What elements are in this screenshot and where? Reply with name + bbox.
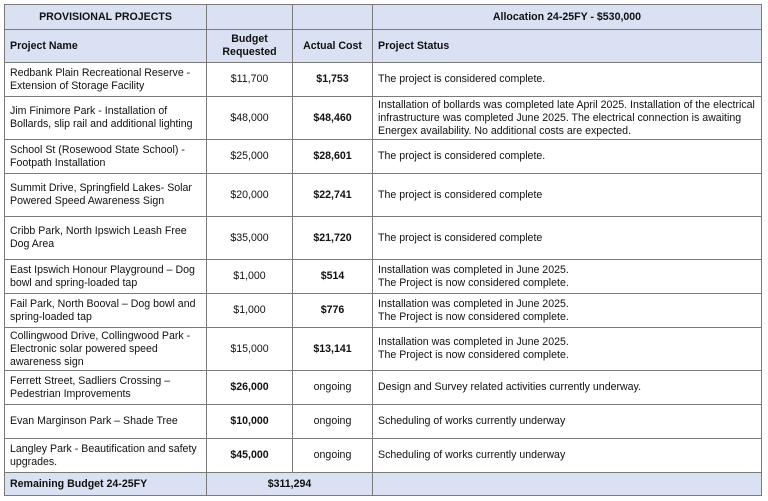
actual-cost-cell: $22,741 xyxy=(293,174,373,217)
project-status-cell xyxy=(373,294,762,328)
budget-cell: $45,000 xyxy=(207,439,293,473)
budget-cell: $20,000 xyxy=(207,174,293,217)
budget-cell: $26,000 xyxy=(207,371,293,405)
table-row xyxy=(5,439,762,473)
actual-cost-cell: $13,141 xyxy=(293,328,373,371)
project-name-cell: Jim Finimore Park - Installation of Bollards, slip rail and additional lighting xyxy=(5,97,207,140)
status-line: The Project is now considered complete. xyxy=(378,349,569,361)
actual-cost-cell: ongoing xyxy=(293,371,373,405)
status-line: The project is considered complete xyxy=(378,231,543,244)
project-status-cell xyxy=(373,174,762,217)
actual-cost-cell: $28,601 xyxy=(293,140,373,174)
table-row xyxy=(5,97,762,140)
project-status-cell xyxy=(373,97,762,140)
project-name-cell: School St (Rosewood State School) - Footpath Installation xyxy=(5,140,207,174)
project-name-cell: Langley Park - Beautification and safety upgrades. xyxy=(5,439,207,473)
status-line: The project is considered complete. xyxy=(378,73,546,85)
budget-cell: $10,000 xyxy=(207,405,293,439)
status-line: The Project is now considered complete. xyxy=(378,276,569,289)
col-header-actual-cost: Actual Cost xyxy=(293,30,373,63)
status-line: The Project is now considered complete. xyxy=(378,310,569,323)
budget-cell: $35,000 xyxy=(207,217,293,260)
status-line: Installation was completed in June 2025. xyxy=(378,297,569,310)
table-row xyxy=(5,140,762,174)
project-name-cell: Ferrett Street, Sadliers Crossing – Pedestrian Improvements xyxy=(5,371,207,405)
actual-cost-cell: $514 xyxy=(293,260,373,294)
budget-cell: $48,000 xyxy=(207,97,293,140)
project-name-cell: Cribb Park, North Ipswich Leash Free Dog Area xyxy=(5,217,207,260)
project-status-cell xyxy=(373,217,762,260)
project-name-cell: Redbank Plain Recreational Reserve - Extension of Storage Facility xyxy=(5,63,207,97)
col-header-project-status: Project Status xyxy=(373,30,762,63)
actual-cost-cell: ongoing xyxy=(293,405,373,439)
table-row xyxy=(5,371,762,405)
actual-cost-cell: $1,753 xyxy=(293,63,373,97)
provisional-projects-table xyxy=(4,4,762,496)
status-line: Installation was completed in June 2025. xyxy=(378,263,569,276)
col-header-project-name: Project Name xyxy=(5,30,207,63)
status-line: Design and Survey related activities currently underway. xyxy=(378,381,642,393)
table-row xyxy=(5,294,762,328)
banner-blank-budget xyxy=(207,5,293,30)
allocation-title: Allocation 24-25FY - $530,000 xyxy=(373,5,762,30)
budget-cell: $15,000 xyxy=(207,328,293,371)
column-header-row xyxy=(5,30,762,63)
actual-cost-cell: ongoing xyxy=(293,439,373,473)
project-name-cell: Fail Park, North Booval – Dog bowl and spring-loaded tap xyxy=(5,294,207,328)
footer-blank-cell xyxy=(373,473,762,496)
actual-cost-cell: $48,460 xyxy=(293,97,373,140)
table-row xyxy=(5,174,762,217)
banner-blank-actual xyxy=(293,5,373,30)
status-line: The project is considered complete xyxy=(378,188,543,201)
remaining-budget-value: $311,294 xyxy=(207,473,373,496)
actual-cost-cell: $776 xyxy=(293,294,373,328)
project-status-cell xyxy=(373,328,762,371)
project-status-cell xyxy=(373,439,762,473)
project-name-cell: Collingwood Drive, Collingwood Park - Electronic solar powered speed awareness sign xyxy=(5,328,207,371)
table-row xyxy=(5,217,762,260)
table-row xyxy=(5,405,762,439)
table-row xyxy=(5,328,762,371)
status-line: Installation of bollards was completed late April 2025. Installation of the electrical infrastructure was completed June 2025. The electrical connection is awaiting Energex availability. No additional costs are expected. xyxy=(378,98,755,137)
actual-cost-cell: $21,720 xyxy=(293,217,373,260)
project-status-cell xyxy=(373,405,762,439)
status-line: Scheduling of works currently underway xyxy=(378,415,566,427)
remaining-budget-label: Remaining Budget 24-25FY xyxy=(5,473,207,496)
remaining-budget-row xyxy=(5,473,762,496)
table-row xyxy=(5,260,762,294)
status-line: Scheduling of works currently underway xyxy=(378,449,566,461)
project-status-cell xyxy=(373,260,762,294)
project-name-cell: East Ipswich Honour Playground – Dog bowl and spring-loaded tap xyxy=(5,260,207,294)
budget-cell: $1,000 xyxy=(207,260,293,294)
project-status-cell xyxy=(373,63,762,97)
col-header-budget: Budget Requested xyxy=(207,30,293,63)
status-line: The project is considered complete. xyxy=(378,150,546,162)
project-status-cell xyxy=(373,371,762,405)
budget-cell: $25,000 xyxy=(207,140,293,174)
projects-table-container xyxy=(4,4,762,496)
project-name-cell: Summit Drive, Springfield Lakes- Solar Powered Speed Awareness Sign xyxy=(5,174,207,217)
budget-cell: $11,700 xyxy=(207,63,293,97)
table-row xyxy=(5,63,762,97)
project-name-cell: Evan Marginson Park – Shade Tree xyxy=(5,405,207,439)
section-title: PROVISIONAL PROJECTS xyxy=(5,5,207,30)
budget-cell: $1,000 xyxy=(207,294,293,328)
project-status-cell xyxy=(373,140,762,174)
banner-row xyxy=(5,5,762,30)
status-line: Installation was completed in June 2025. xyxy=(378,336,569,348)
